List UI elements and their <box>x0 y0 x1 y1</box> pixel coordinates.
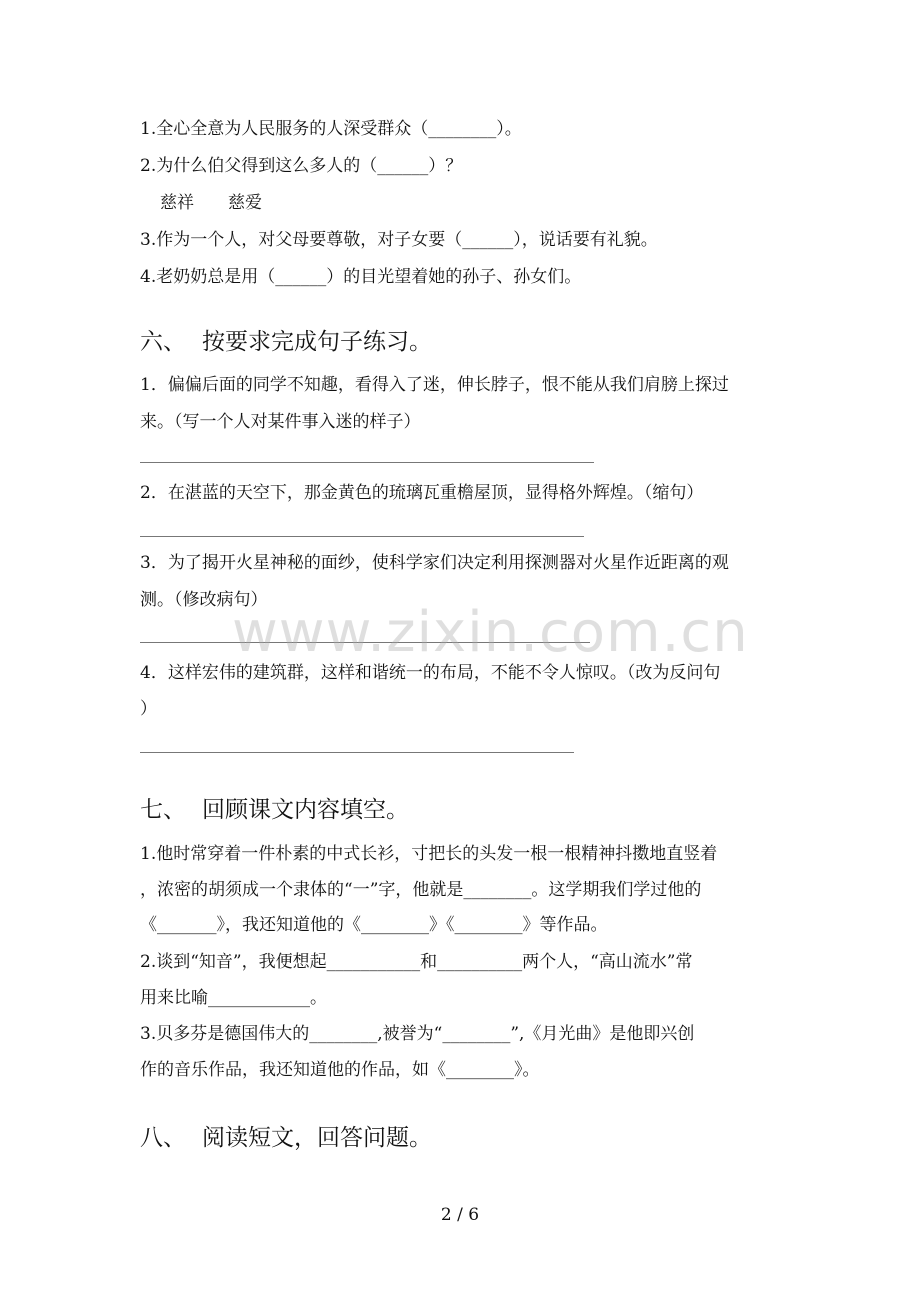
review-line-4: 2.谈到“知音”，我便想起___________和__________两个人，“高山流水”常 <box>140 952 693 972</box>
section-6-heading <box>140 327 432 357</box>
fill-item-1: 1.全心全意为人民服务的人深受群众（________）。 <box>140 119 522 139</box>
section-7-number: 七、 <box>140 797 186 823</box>
answer-line-q1[interactable] <box>140 462 594 463</box>
fill-item-2: 2.为什么伯父得到这么多人的（______）？ <box>140 156 463 176</box>
review-line-5: 用来比喻____________。 <box>140 988 327 1008</box>
section-6-title: 按要求完成句子练习。 <box>202 329 432 355</box>
fill-item-3: 3.作为一个人，对父母要尊敬，对子女要（______），说话要有礼貌。 <box>140 230 658 250</box>
sentence-q4-line1: 4．这样宏伟的建筑群，这样和谐统一的布局，不能不令人惊叹。（改为反问句 <box>140 663 721 683</box>
sentence-q1-line1: 1．偏偏后面的同学不知趣，看得入了迷，伸长脖子，恨不能从我们肩膀上探过 <box>140 375 729 395</box>
section-7-heading <box>140 795 409 825</box>
section-7-title: 回顾课文内容填空。 <box>202 797 409 823</box>
review-line-1: 1.他时常穿着一件朴素的中式长衫，寸把长的头发一根一根精神抖擞地直竖着 <box>140 844 718 864</box>
fill-item-4: 4.老奶奶总是用（______）的目光望着她的孙子、孙女们。 <box>140 267 582 287</box>
sentence-q4-line2: ） <box>140 699 157 719</box>
sentence-q3-line1: 3．为了揭开火星神秘的面纱，使科学家们决定利用探测器对火星作近距离的观 <box>140 553 729 573</box>
sentence-q2: 2．在湛蓝的天空下，那金黄色的琉璃瓦重檐屋顶，显得格外辉煌。（缩句） <box>140 483 704 503</box>
sentence-q3-line2: 测。（修改病句） <box>140 590 268 610</box>
section-8-title: 阅读短文，回答问题。 <box>202 1125 432 1151</box>
review-line-7: 作的音乐作品，我还知道他的作品，如《________》。 <box>140 1060 540 1080</box>
section-6-number: 六、 <box>140 329 186 355</box>
review-line-6: 3.贝多芬是德国伟大的________,被誉为“________”,《月光曲》是他即兴创 <box>140 1024 695 1044</box>
review-line-3: 《_______》，我还知道他的《________》《________》等作品。 <box>140 915 608 935</box>
sentence-q1-line2: 来。（写一个人对某件事入迷的样子） <box>140 412 421 432</box>
answer-line-q2[interactable] <box>140 536 584 537</box>
section-8-heading <box>140 1123 432 1153</box>
section-8-number: 八、 <box>140 1125 186 1151</box>
review-line-2: ，浓密的胡须成一个隶体的“一”字，他就是________。这学期我们学过他的 <box>140 880 702 900</box>
watermark: www.zixin.com.cn <box>232 600 749 665</box>
page-number: 2 / 6 <box>440 1205 480 1225</box>
word-options: 慈祥 慈爱 <box>160 193 262 213</box>
answer-line-q4[interactable] <box>140 752 574 753</box>
